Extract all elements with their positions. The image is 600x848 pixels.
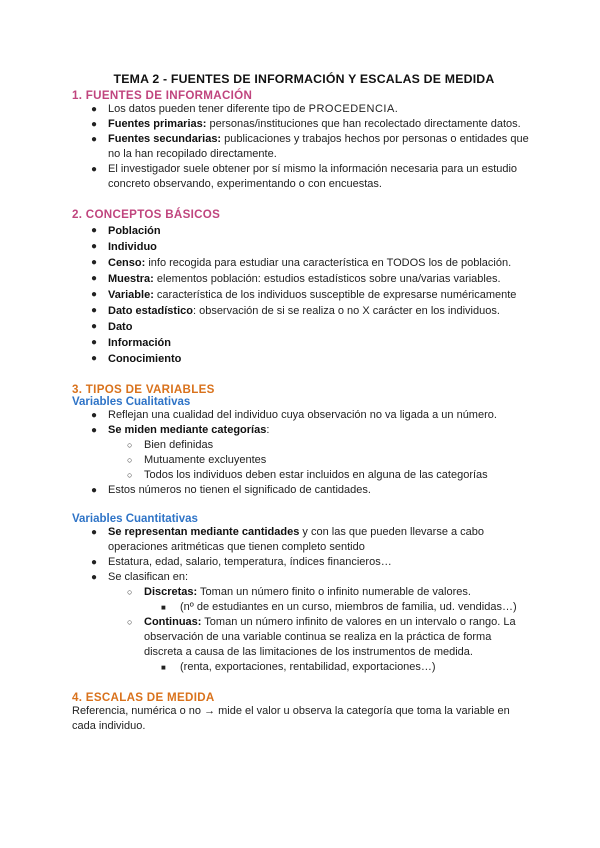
discrete-examples [144, 600, 530, 615]
bullet-icon: ● [91, 225, 98, 236]
list-item: ○ Discretas: Toman un número finito o infinito numerable de valores. ■ (nº de estudiantes en un curso, miembros de familia, ud. vendidas…) [108, 585, 530, 615]
circle-bullet-icon: ○ [127, 587, 133, 597]
bullet-icon: ● [91, 289, 98, 300]
bullet-icon: ● [91, 337, 98, 348]
bullet-icon: ● [91, 557, 98, 568]
list-item: ● Se miden mediante categorías: ○ Bien definidas ○ Mutuamente excluyentes ○ Todos los individuos deben estar incluidos en alguna de las categorías [72, 423, 530, 483]
list-item: ● Estos números no tienen el significado de cantidades. [91, 484, 371, 496]
continuous-examples [144, 660, 530, 675]
list-item: ● Muestra: elementos población: estudios estadísticos sobre una/varias variables. [91, 273, 501, 285]
concepts-list [72, 223, 530, 367]
bullet-icon: ● [91, 104, 98, 115]
list-item: ● Información [91, 337, 171, 349]
circle-bullet-icon: ○ [127, 470, 133, 480]
list-item: ● El investigador suele obtener por sí mismo la información necesaria para un estudio concreto observando, experimentando o con encuestas. [91, 163, 518, 190]
section-2-heading: 2. CONCEPTOS BÁSICOS [72, 208, 221, 221]
list-item: ● Fuentes secundarias: publicaciones y trabajos hechos por personas o entidades que no la han recopilado directamente. [91, 133, 529, 160]
list-item: ● Los datos pueden tener diferente tipo de PROCEDENCIA. [91, 103, 398, 115]
list-item: ■ (renta, exportaciones, rentabilidad, exportaciones…) [161, 661, 436, 673]
list-item: ● Estatura, edad, salario, temperatura, índices financieros… [91, 556, 392, 568]
bullet-icon: ● [91, 119, 98, 130]
scales-paragraph: Referencia, numérica o no → mide el valor u observa la categoría que toma la variable en cada individuo. [72, 705, 510, 732]
list-item: ● Se clasifican en: ○ Discretas: Toman un número finito o infinito numerable de valores. ■ (nº de estudiantes en un curso, miembros de familia, ud. vendidas…) ○ Continuas: Toman un número infinito de valores en un intervalo o rango. La observación de una variable continua se realiza en la práctica de forma discreta a causa de las limitaciones de los instrumentos de medida. ■ (renta, exportaciones, rentabilidad, exportaciones…) [72, 570, 530, 675]
classification-sublist [108, 585, 530, 675]
sources-list [72, 102, 530, 192]
bullet-icon: ● [91, 485, 98, 496]
list-item: ● Se representan mediante cantidades y con las que pueden llevarse a cabo operaciones aritméticas que tienen completo sentido [91, 526, 485, 553]
list-item: ○ Continuas: Toman un número infinito de valores en un intervalo o rango. La observación de una variable continua se realiza en la práctica de forma discreta a causa de las limitaciones de los instrumentos de medida. ■ (renta, exportaciones, rentabilidad, exportaciones…) [108, 615, 530, 675]
bullet-icon: ● [91, 425, 98, 436]
bullet-icon: ● [91, 305, 98, 316]
quantitative-list [72, 525, 530, 675]
bullet-icon: ● [91, 321, 98, 332]
list-item: ● Dato [91, 321, 133, 333]
list-item: ■ (nº de estudiantes en un curso, miembros de familia, ud. vendidas…) [161, 601, 517, 613]
list-item: ○ Bien definidas [127, 439, 214, 451]
bullet-icon: ● [91, 134, 98, 145]
list-item: ● Conocimiento [91, 353, 182, 365]
qualitative-heading: Variables Cualitativas [72, 396, 191, 408]
list-item: ● Dato estadístico: observación de si se realiza o no X carácter en los individuos. [91, 305, 500, 317]
list-item: ● Población [91, 225, 161, 237]
bullet-icon: ● [91, 164, 98, 175]
bullet-icon: ● [91, 353, 98, 364]
list-item: ● Fuentes primarias: personas/instituciones que han recolectado directamente datos. [91, 118, 521, 130]
list-item: ● Censo: info recogida para estudiar una característica en TODOS los de población. [91, 257, 512, 269]
section-1-heading: 1. FUENTES DE INFORMACIÓN [72, 89, 253, 102]
categories-sublist [108, 438, 530, 483]
circle-bullet-icon: ○ [127, 455, 133, 465]
quantitative-heading: Variables Cuantitativas [72, 513, 198, 525]
bullet-icon: ● [91, 527, 98, 538]
circle-bullet-icon: ○ [127, 440, 133, 450]
bullet-icon: ● [91, 241, 98, 252]
bullet-icon: ● [91, 257, 98, 268]
list-item: ○ Mutuamente excluyentes [127, 454, 267, 466]
square-bullet-icon: ■ [161, 663, 166, 672]
qualitative-list [72, 408, 530, 498]
bullet-icon: ● [91, 410, 98, 421]
section-3-heading: 3. TIPOS DE VARIABLES [72, 383, 215, 396]
document-title: TEMA 2 - FUENTES DE INFORMACIÓN Y ESCALAS DE MEDIDA [113, 72, 495, 86]
list-item: ● Variable: característica de los individuos susceptible de expresarse numéricamente [91, 289, 517, 301]
bullet-icon: ● [91, 273, 98, 284]
square-bullet-icon: ■ [161, 603, 166, 612]
section-4-heading: 4. ESCALAS DE MEDIDA [72, 691, 215, 704]
circle-bullet-icon: ○ [127, 617, 133, 627]
list-item: ● Reflejan una cualidad del individuo cuya observación no va ligada a un número. [91, 409, 497, 421]
list-item: ● Individuo [91, 241, 157, 253]
list-item: ○ Todos los individuos deben estar incluidos en alguna de las categorías [127, 469, 488, 481]
bullet-icon: ● [91, 572, 98, 583]
